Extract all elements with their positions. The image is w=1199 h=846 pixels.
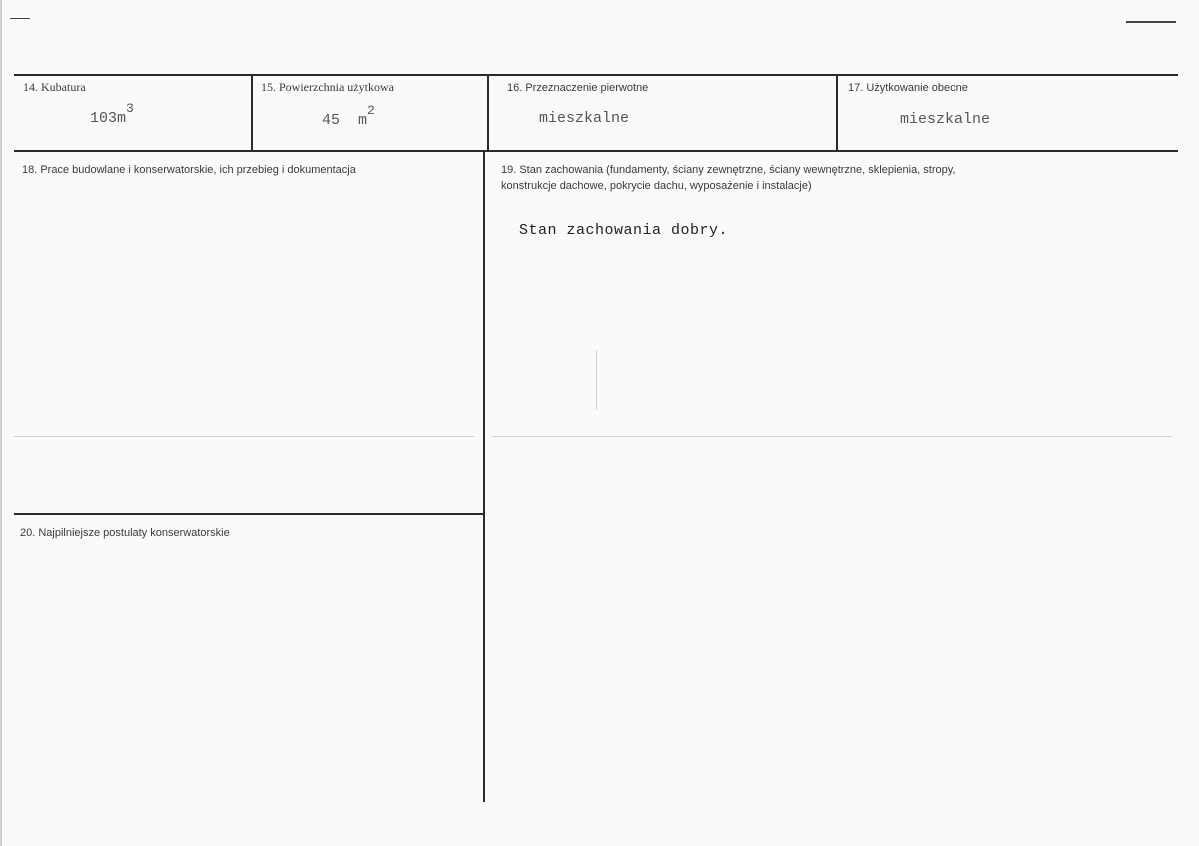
field14-value	[90, 101, 134, 127]
row1-bottom-border	[14, 150, 1178, 152]
field16-value: mieszkalne	[539, 110, 630, 127]
row1-divider-3	[836, 75, 838, 150]
field15-value-text: 45 m	[322, 112, 368, 129]
top-right-mark	[1126, 21, 1176, 23]
scan-artifact-1	[14, 436, 474, 437]
row1-divider-1	[251, 75, 253, 150]
field20-label: 20. Najpilniejsze postulaty konserwatorskie	[20, 527, 230, 539]
field17-label: 17. Użytkowanie obecne	[848, 82, 968, 94]
field18-label: 18. Prace budowlane i konserwatorskie, ich przebieg i dokumentacja	[22, 164, 356, 176]
field17-value: mieszkalne	[900, 111, 991, 128]
row1-top-border	[14, 74, 1178, 76]
field15-label: 15. Powierzchnia użytkowa	[261, 80, 394, 94]
field14-label: 14. Kubatura	[23, 80, 86, 94]
lower-divider	[483, 152, 485, 802]
field19-value: Stan zachowania dobry.	[519, 222, 729, 239]
field20-top-border	[14, 513, 483, 515]
scan-artifact-2	[492, 436, 1172, 437]
scan-artifact-3	[596, 350, 597, 410]
field15-value	[322, 103, 375, 129]
field14-unit-sup: 3	[126, 101, 134, 116]
row1-divider-2	[487, 75, 489, 150]
field16-label: 16. Przeznaczenie pierwotne	[507, 82, 649, 94]
top-left-mark	[10, 18, 30, 19]
field14-value-text: 103m	[90, 110, 127, 127]
field19-label-line1: 19. Stan zachowania (fundamenty, ściany zewnętrzne, ściany wewnętrzne, sklepienia, stropy,	[501, 164, 956, 176]
field19-label-line2: konstrukcje dachowe, pokrycie dachu, wyposażenie i instalacje)	[501, 180, 812, 192]
field15-unit-sup: 2	[367, 103, 375, 118]
